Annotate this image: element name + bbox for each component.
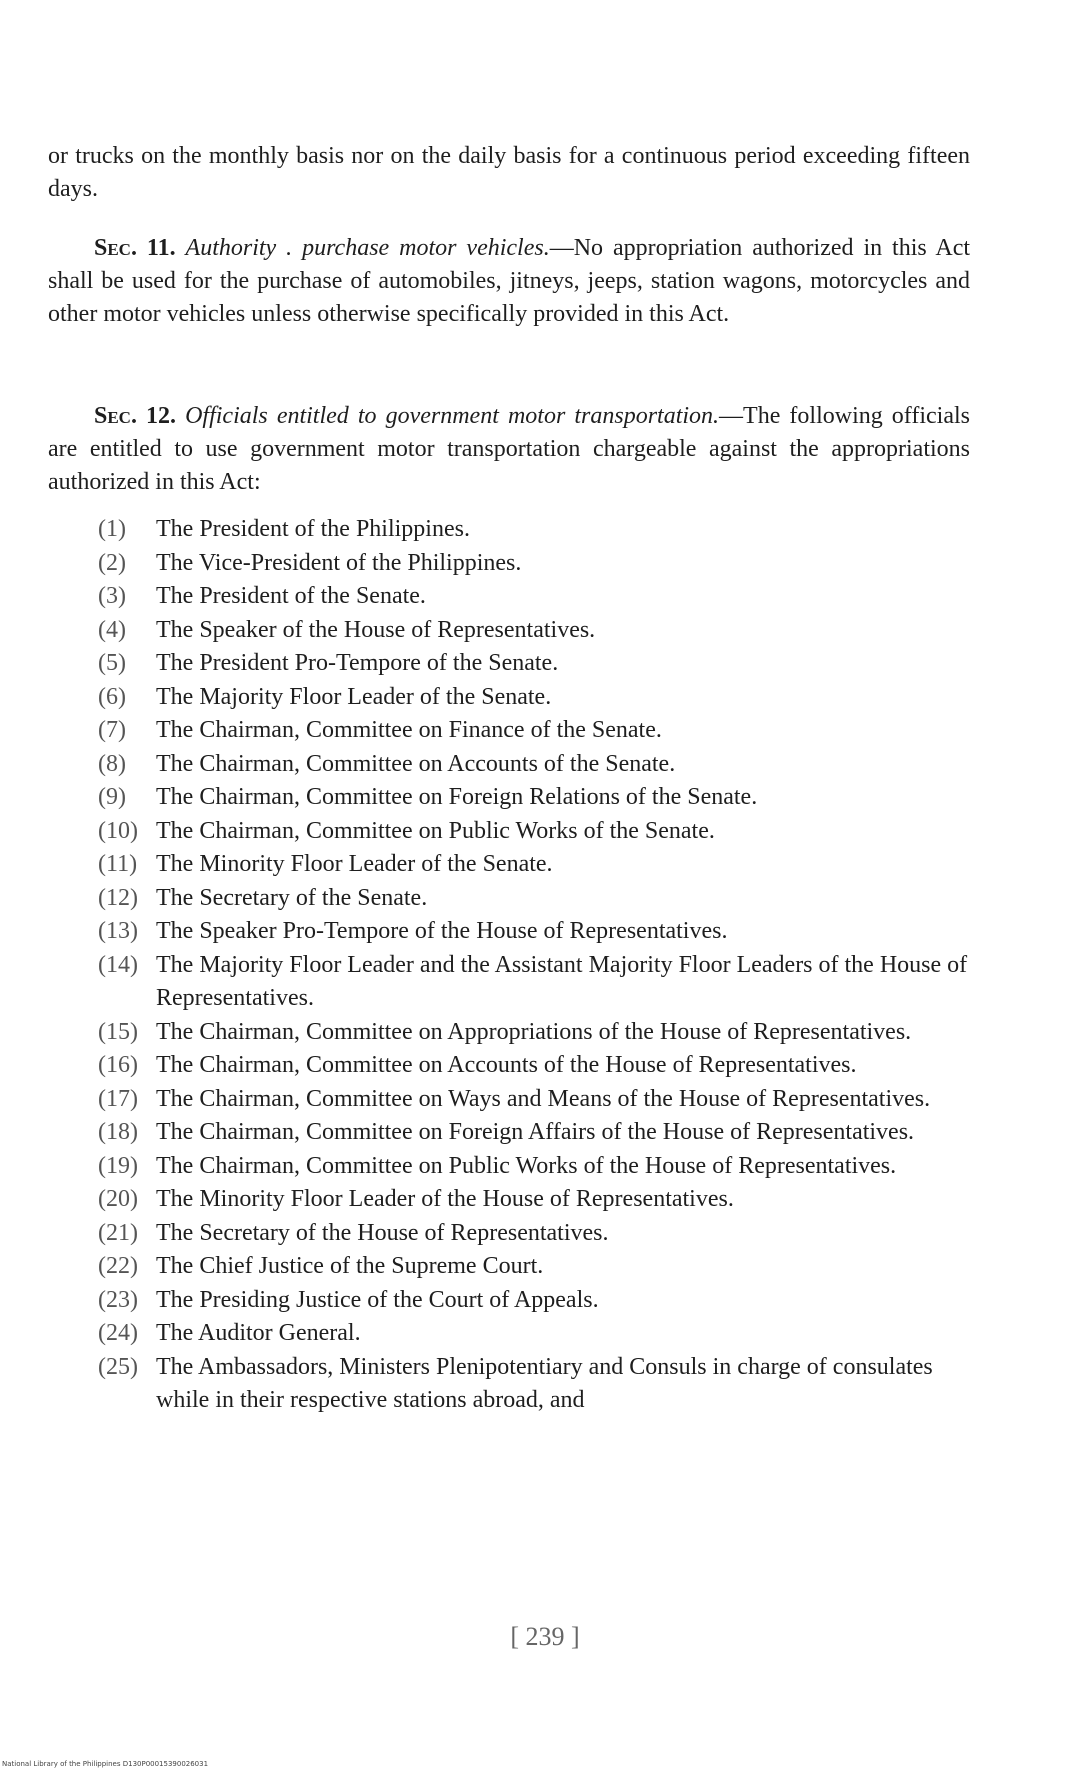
list-item-text: The Speaker of the House of Representatives. — [156, 616, 596, 643]
list-item-number: (20) — [98, 1186, 138, 1212]
list-item-text: The President Pro-Tempore of the Senate. — [156, 650, 559, 676]
list-item — [98, 748, 978, 782]
list-item-number: (10) — [98, 817, 138, 844]
list-item — [98, 1116, 978, 1150]
list-item-number: (8) — [98, 750, 126, 777]
list-item-number: (11) — [98, 851, 138, 877]
list-item-text: The Chairman, Committee on Public Works of the Senate. — [156, 817, 715, 844]
list-item-text: The Chief Justice of the Supreme Court. — [156, 1253, 544, 1279]
list-item-text: The Speaker Pro-Tempore of the House of Representatives. — [156, 918, 728, 944]
page-number: [ 239 ] — [510, 1622, 580, 1651]
list-item-number: (17) — [98, 1085, 138, 1112]
list-item-text: The Vice-President of the Philippines. — [156, 549, 522, 576]
list-item-number: (21) — [98, 1219, 138, 1246]
list-item — [98, 1317, 978, 1351]
section-12-body: —The following officials are entitled to use government motor transportation chargeable against the appropriations authorized in this Act: — [48, 403, 971, 495]
list-item-number: (25) — [98, 1353, 138, 1380]
list-item — [98, 848, 978, 882]
list-item-number: (15) — [98, 1018, 138, 1045]
list-item-number: (23) — [98, 1286, 138, 1313]
list-item — [98, 1049, 978, 1083]
list-item-text: The Secretary of the House of Representatives. — [156, 1219, 609, 1246]
list-item-text: The President of the Senate. — [156, 583, 426, 609]
list-item-text: The Majority Floor Leader of the Senate. — [156, 683, 552, 710]
section-12-heading: Officials entitled to government motor transportation. — [185, 403, 720, 429]
section-11-label: Sec. 11. — [94, 235, 176, 261]
list-item-text: The Chairman, Committee on Accounts of the House of Representatives. — [156, 1052, 857, 1078]
list-item-number: (2) — [98, 549, 126, 576]
list-item-text: The Chairman, Committee on Foreign Relations of the Senate. — [156, 784, 758, 810]
list-item-text: The Majority Floor Leader and the Assistant Majority Floor Leaders of the House of Representatives. — [156, 951, 968, 1011]
list-item-number: (24) — [98, 1320, 138, 1346]
section-11 — [48, 232, 970, 331]
list-item — [98, 1217, 978, 1251]
list-item-text: The Ambassadors, Ministers Plenipotentiary and Consuls in charge of consulates while in their respective stations abroad, and — [156, 1353, 933, 1413]
list-item-number: (3) — [98, 583, 126, 609]
list-item-number: (16) — [98, 1052, 138, 1078]
list-item-text: The Chairman, Committee on Foreign Affairs of the House of Representatives. — [156, 1119, 915, 1145]
list-item — [98, 1016, 978, 1050]
list-item — [98, 1250, 978, 1284]
list-item-number: (9) — [98, 784, 126, 810]
list-item — [98, 681, 978, 715]
section-11-heading: Authority . purchase motor vehicles. — [185, 235, 550, 261]
list-item-text: The President of the Philippines. — [156, 516, 470, 542]
officials-list — [98, 513, 978, 1418]
list-item — [98, 1351, 978, 1418]
list-item — [98, 781, 978, 815]
section-12-label: Sec. 12. — [94, 403, 177, 429]
list-item — [98, 1150, 978, 1184]
list-item — [98, 714, 978, 748]
list-item-number: (22) — [98, 1253, 138, 1279]
list-item — [98, 915, 978, 949]
section-11-body: —No appropriation authorized in this Act shall be used for the purchase of automobiles, jitneys, jeeps, station wagons, motorcycles and other motor vehicles unless otherwise specifically provided in this Act. — [48, 235, 971, 327]
list-item — [98, 949, 978, 1016]
list-item-text: The Chairman, Committee on Accounts of the Senate. — [156, 750, 676, 777]
list-item-number: (5) — [98, 650, 126, 676]
list-item-text: The Minority Floor Leader of the House of Representatives. — [156, 1186, 734, 1212]
list-item-text: The Minority Floor Leader of the Senate. — [156, 851, 553, 877]
list-item — [98, 614, 978, 648]
scan-footer: National Library of the Philippines D130P00015390026031 — [2, 1760, 209, 1768]
list-item-text: The Presiding Justice of the Court of Appeals. — [156, 1286, 599, 1313]
list-item — [98, 1284, 978, 1318]
list-item-number: (13) — [98, 918, 138, 944]
list-item — [98, 513, 978, 547]
list-item-number: (19) — [98, 1152, 138, 1179]
list-item — [98, 815, 978, 849]
list-item-number: (7) — [98, 717, 126, 743]
list-item-number: (1) — [98, 516, 126, 542]
list-item — [98, 1183, 978, 1217]
list-item-text: The Chairman, Committee on Ways and Means of the House of Representatives. — [156, 1085, 931, 1112]
list-item-number: (6) — [98, 683, 126, 710]
list-item-text: The Auditor General. — [156, 1320, 361, 1346]
list-item-text: The Chairman, Committee on Appropriations of the House of Representatives. — [156, 1018, 912, 1045]
list-item — [98, 647, 978, 681]
list-item — [98, 1083, 978, 1117]
list-item-text: The Chairman, Committee on Finance of the Senate. — [156, 717, 662, 743]
list-item-number: (14) — [98, 951, 138, 978]
paragraph-continuation: or trucks on the monthly basis nor on the daily basis for a continuous period exceeding fifteen days. — [48, 143, 970, 202]
list-item-text: The Secretary of the Senate. — [156, 884, 428, 911]
section-12 — [48, 400, 970, 499]
list-item-number: (12) — [98, 884, 138, 911]
list-item — [98, 547, 978, 581]
list-item-text: The Chairman, Committee on Public Works of the House of Representatives. — [156, 1152, 897, 1179]
list-item — [98, 882, 978, 916]
list-item-number: (18) — [98, 1119, 138, 1145]
list-item — [98, 580, 978, 614]
list-item-number: (4) — [98, 616, 126, 643]
